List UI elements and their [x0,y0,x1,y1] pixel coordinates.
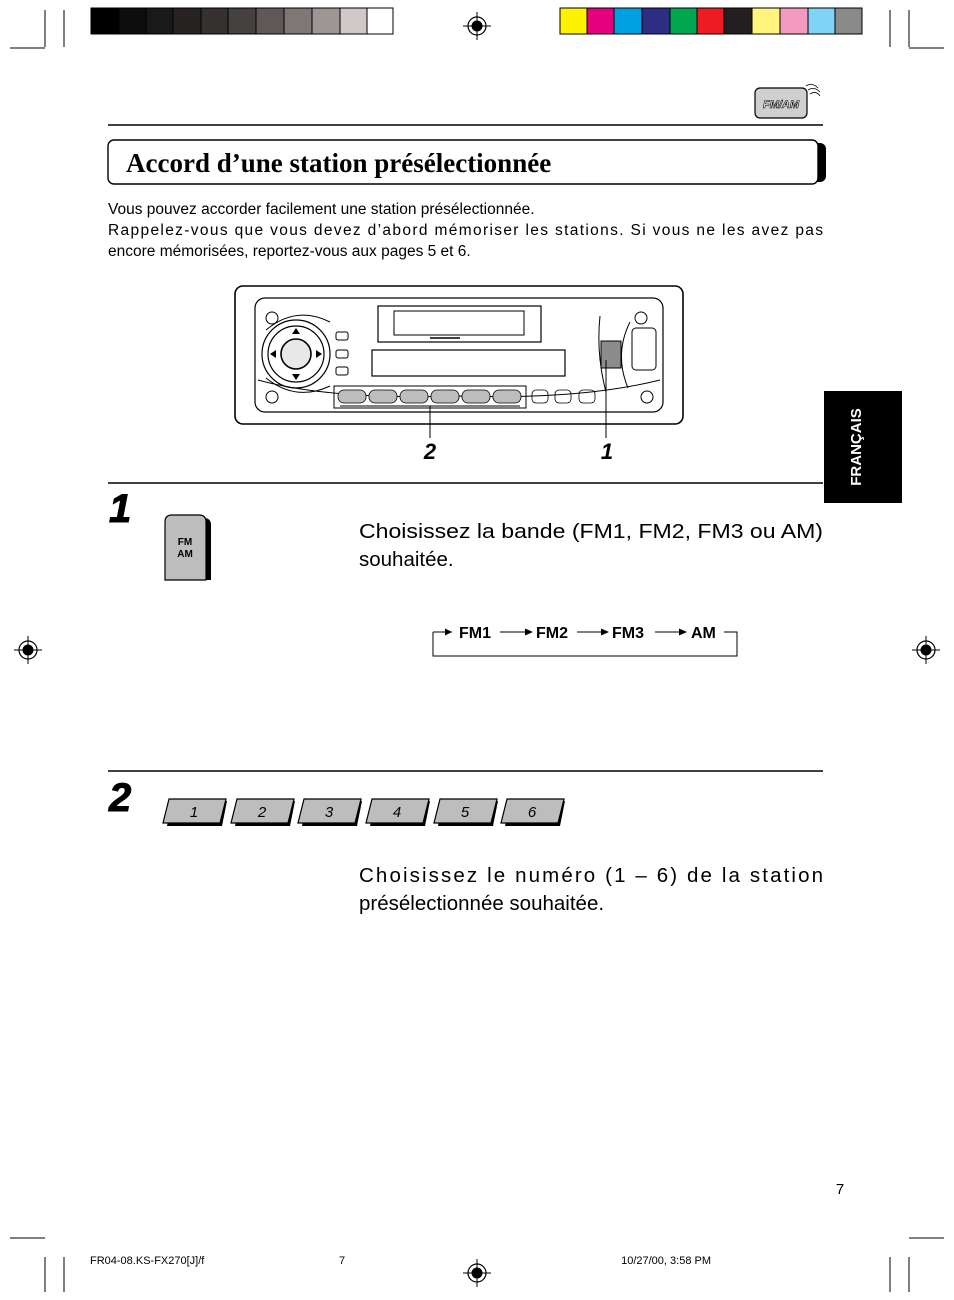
grayscale-calibration-strip [91,8,393,34]
preset-button-label: 4 [392,804,402,821]
registration-target-right [912,636,940,664]
registration-target-bottom [463,1259,491,1287]
fm-am-button-top-label: FM [177,537,193,548]
preset-button-label: 5 [460,804,470,821]
registration-target-top [463,12,491,40]
step1-instruction-line-2: souhaitée. [359,548,454,571]
band-cycle-item: FM2 [536,625,568,642]
step1-number: 1 [109,487,132,531]
print-footer [90,1255,711,1267]
title-box [108,140,826,184]
fm-am-badge [755,84,820,118]
preset-button [298,799,362,826]
preset-button [231,799,295,826]
car-stereo-diagram [235,286,683,438]
preset-button-label: 3 [324,804,334,821]
preset-button [366,799,430,826]
preset-button-label: 2 [257,804,267,821]
footer-file-id: FR04-08.KS-FX270[J]/f [90,1255,205,1267]
fm-am-button-illustration [165,515,211,580]
fm-am-button-bottom-label: AM [177,549,193,560]
language-label: FRANÇAIS [848,408,865,486]
preset-button-label: 6 [527,804,537,821]
step2-number: 2 [109,776,132,820]
preset-button [434,799,498,826]
band-cycle-item: FM1 [459,625,491,642]
preset-buttons-illustration [163,799,565,826]
band-cycle-item: FM3 [612,625,644,642]
callout-preset-buttons: 2 [423,439,437,464]
step2-instruction [359,864,823,915]
intro-line-1: Vous pouvez accorder facilement une station présélectionnée. [108,201,535,218]
intro-line-3: encore mémorisées, reportez-vous aux pages 5 et 6. [108,243,471,260]
step1-instruction-line-1: Choisissez la bande (FM1, FM2, FM3 ou AM) [359,520,823,543]
band-cycle-diagram [433,625,737,656]
step2-instruction-line-2: présélectionnée souhaitée. [359,892,605,915]
preset-button [501,799,565,826]
preset-button [163,799,227,826]
page-number: 7 [835,1181,845,1198]
step1-instruction [359,520,823,571]
color-calibration-strip [560,8,862,34]
intro-paragraph [108,201,823,260]
footer-timestamp: 10/27/00, 3:58 PM [621,1255,711,1267]
badge-label: FM/AM [762,99,800,111]
registration-target-left [14,636,42,664]
intro-line-2: Rappelez-vous que vous devez d’abord mémoriser les stations. Si vous ne les avez pas [108,222,824,239]
page-title: Accord d’une station présélectionnée [126,148,552,178]
preset-button-label: 1 [189,804,199,821]
language-side-tab [824,391,902,503]
signal-waves-icon [806,84,820,96]
step2-instruction-line-1: Choisissez le numéro (1 – 6) de la station [359,864,823,887]
callout-band-button: 1 [600,439,614,464]
band-cycle-item: AM [691,625,716,642]
footer-page: 7 [338,1255,346,1267]
